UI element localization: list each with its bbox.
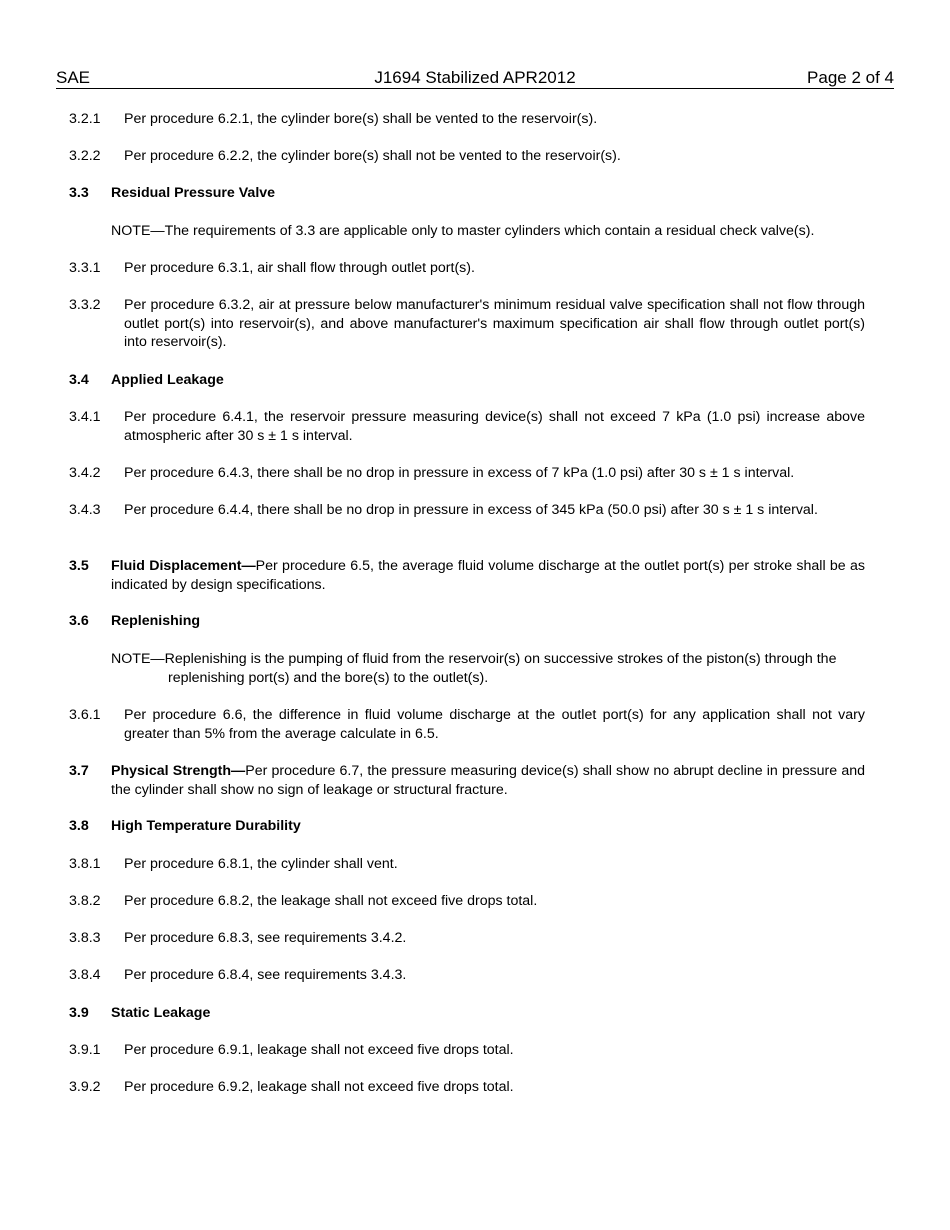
clause-text: Per procedure 6.4.4, there shall be no drop in pressure in excess of 345 kPa (50.0 psi) after 30 s ± 1 s interval. <box>124 502 818 518</box>
clause-number: 3.2.1 <box>69 111 101 127</box>
clause-text: Per procedure 6.2.2, the cylinder bore(s) shall not be vented to the reservoir(s). <box>124 148 621 164</box>
clause-text: Per procedure 6.4.1, the reservoir pressure measuring device(s) shall not exceed 7 kPa (1.0 psi) increase above atmospheric after 30 s ± 1 s interval. <box>124 409 865 444</box>
header-org: SAE <box>56 68 91 87</box>
clause-number: 3.8.4 <box>69 967 101 983</box>
section-number: 3.4 <box>69 372 89 388</box>
clause-number: 3.2.2 <box>69 148 101 164</box>
clause-number: 3.8.1 <box>69 856 101 872</box>
clause-text: Per procedure 6.2.1, the cylinder bore(s) shall be vented to the reservoir(s). <box>124 111 598 127</box>
clause-text: Per procedure 6.3.2, air at pressure below manufacturer's minimum residual valve specification shall not flow through outlet port(s) into reservoir(s), and above manufacturer's maximum specification air shall flow through outlet port(s) into reservoir(s). <box>124 297 865 351</box>
page-header <box>56 68 894 89</box>
clause-number: 3.4.1 <box>69 409 101 425</box>
section-title: High Temperature Durability <box>111 818 301 834</box>
clause-number: 3.6.1 <box>69 707 101 723</box>
clause-text: Per procedure 6.4.3, there shall be no drop in pressure in excess of 7 kPa (1.0 psi) after 30 s ± 1 s interval. <box>124 465 795 481</box>
section-paragraph <box>111 762 865 799</box>
section-title: Residual Pressure Valve <box>111 185 276 201</box>
section-number: 3.3 <box>69 185 89 201</box>
header-doc-id: J1694 Stabilized APR2012 <box>374 68 576 87</box>
section-title: Replenishing <box>111 613 201 629</box>
clause-number: 3.4.3 <box>69 502 101 518</box>
clause-text: Per procedure 6.3.1, air shall flow through outlet port(s). <box>124 260 475 276</box>
clause-number: 3.8.3 <box>69 930 101 946</box>
clause-number: 3.3.1 <box>69 260 101 276</box>
section-number: 3.5 <box>69 558 89 574</box>
clause-text: Per procedure 6.9.2, leakage shall not exceed five drops total. <box>124 1079 514 1095</box>
clause-text: Per procedure 6.6, the difference in fluid volume discharge at the outlet port(s) for any application shall not vary greater than 5% from the average calculate in 6.5. <box>124 707 865 742</box>
section-number: 3.7 <box>69 763 89 779</box>
section-title: Applied Leakage <box>111 372 224 388</box>
section-title: Physical Strength— <box>111 763 246 779</box>
clause-number: 3.8.2 <box>69 893 101 909</box>
clause-number: 3.9.1 <box>69 1042 101 1058</box>
section-number: 3.8 <box>69 818 89 834</box>
clause-text: Per procedure 6.8.4, see requirements 3.4.3. <box>124 967 407 983</box>
header-page-number: Page 2 of 4 <box>807 68 894 87</box>
section-text: Per procedure 6.7, the pressure measuring device(s) shall show no abrupt decline in pressure and the cylinder shall show no sign of leakage or structural fracture. <box>111 763 865 798</box>
clause-text: Per procedure 6.8.3, see requirements 3.4.2. <box>124 930 407 946</box>
clause-number: 3.4.2 <box>69 465 101 481</box>
clause-text: Per procedure 6.8.2, the leakage shall not exceed five drops total. <box>124 893 538 909</box>
section-title: Fluid Displacement— <box>111 558 256 574</box>
section-title: Static Leakage <box>111 1005 211 1021</box>
section-paragraph <box>111 557 865 594</box>
clause-number: 3.9.2 <box>69 1079 101 1095</box>
clause-text: Per procedure 6.8.1, the cylinder shall vent. <box>124 856 398 872</box>
clause-text: Per procedure 6.9.1, leakage shall not exceed five drops total. <box>124 1042 514 1058</box>
clause-number: 3.3.2 <box>69 297 101 313</box>
section-number: 3.6 <box>69 613 89 629</box>
note-text: NOTE—Replenishing is the pumping of fluid from the reservoir(s) on successive strokes of the piston(s) through the replenishing port(s) and the bore(s) to the outlet(s). <box>111 651 837 686</box>
section-text: Per procedure 6.5, the average fluid volume discharge at the outlet port(s) per stroke shall be as indicated by design specifications. <box>111 558 866 593</box>
note-text: NOTE—The requirements of 3.3 are applicable only to master cylinders which contain a residual check valve(s). <box>111 223 815 239</box>
section-number: 3.9 <box>69 1005 89 1021</box>
